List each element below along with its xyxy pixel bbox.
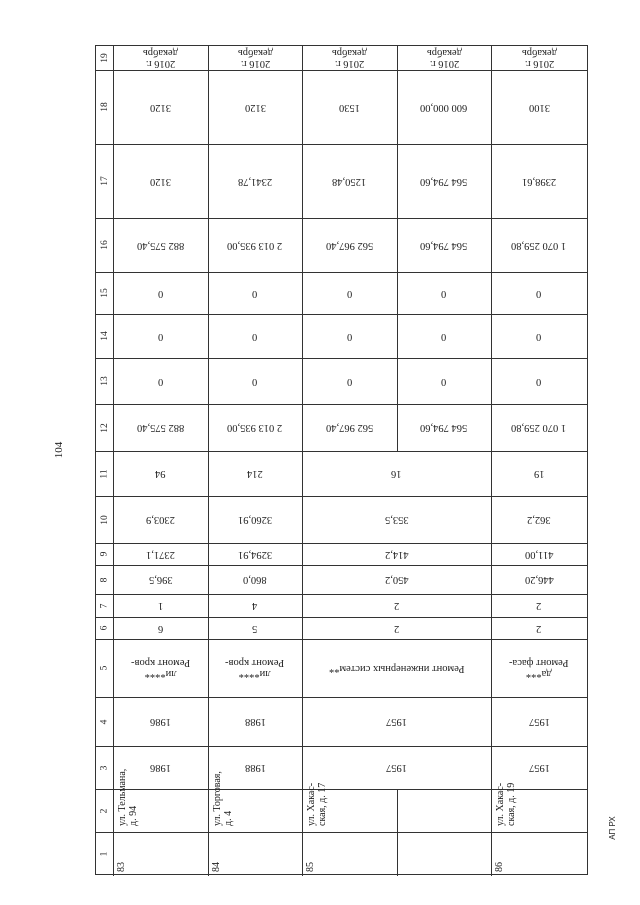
cell-col-7 — [302, 594, 491, 617]
header-col-12 — [96, 404, 113, 451]
cell-col-18 — [113, 70, 208, 144]
cell-text: 1957 — [386, 716, 407, 727]
cell-text: 2 — [536, 600, 542, 611]
cell-text: 5 — [252, 622, 258, 634]
cell-text: 2303,9 — [146, 514, 175, 525]
cell-text: 0 — [252, 287, 258, 299]
cell-col-17 — [491, 144, 587, 218]
cell-col-6 — [491, 617, 587, 639]
cell-col-8 — [208, 565, 302, 594]
cell-col-11 — [113, 451, 208, 496]
cell-col-12 — [208, 404, 302, 451]
cell-col-7 — [491, 594, 587, 617]
header-col-3 — [96, 746, 113, 789]
cell-col-14 — [491, 314, 587, 358]
cell-text: 16 — [99, 240, 110, 250]
header-col-17 — [96, 144, 113, 218]
address: ул. Торговая, д. 4 — [212, 771, 234, 826]
cell-text: декабрь — [521, 47, 557, 58]
cell-text: 564 794,60 — [420, 175, 468, 187]
cell-text: 94 — [155, 468, 166, 479]
cell-col-16 — [397, 218, 491, 272]
cell-text: 17 — [99, 176, 110, 186]
cell-col-13 — [302, 358, 397, 404]
cell-text: декабрь — [426, 47, 462, 58]
header-col-16 — [96, 218, 113, 272]
cell-col-11 — [491, 451, 587, 496]
cell-col-6 — [302, 617, 491, 639]
cell-col-16 — [208, 218, 302, 272]
cell-text: 0 — [157, 287, 164, 299]
cell-col-15 — [302, 272, 397, 314]
cell-text: 11 — [99, 468, 110, 479]
address: ул. Хакас- ская, д. 19 — [495, 782, 517, 826]
cell-text: 564 794,60 — [420, 422, 468, 433]
cell-text: 0 — [252, 330, 258, 342]
deadline — [397, 46, 491, 70]
cell-text: 450,2 — [384, 574, 409, 585]
cell-text: 414,2 — [384, 548, 409, 560]
cell-col-17 — [113, 144, 208, 218]
deadline — [302, 46, 397, 70]
cell-text: 0 — [157, 375, 164, 387]
cell-text: 1986 — [150, 762, 171, 773]
header-col-14 — [96, 314, 113, 358]
cell-text: 1988 — [244, 762, 266, 773]
cell-text: 882 575,40 — [136, 239, 185, 251]
cell-col-4 — [491, 697, 587, 746]
page-number: 104 — [53, 441, 65, 459]
cell-col-11 — [208, 451, 302, 496]
header-col-8 — [96, 565, 113, 594]
cell-col-14 — [113, 314, 208, 358]
cell-text: 1986 — [150, 716, 171, 727]
cell-text: 2 — [99, 808, 110, 813]
cell-text: 0 — [346, 375, 353, 387]
cell-col-9 — [491, 543, 587, 565]
archive-stamp: АП РХ — [608, 816, 617, 840]
cell-text: 1957 — [386, 762, 407, 773]
cell-text: 3294,91 — [237, 548, 273, 560]
cell-col-9 — [302, 543, 491, 565]
cell-col-18 — [302, 70, 397, 144]
cell-col-13 — [113, 358, 208, 404]
cell-text: 1 070 259,80 — [511, 422, 567, 433]
cell-text: декабрь — [237, 47, 273, 58]
data-table — [95, 45, 588, 875]
cell-col-4 — [113, 697, 208, 746]
cell-text: 2016 г. — [429, 58, 459, 69]
cell-text: 0 — [536, 375, 542, 387]
deadline — [491, 46, 587, 70]
cell-col-16 — [302, 218, 397, 272]
header-col-15 — [96, 272, 113, 314]
cell-text: 3260,91 — [237, 514, 273, 525]
cell-text: 16 — [391, 468, 402, 479]
row-number: 86 — [494, 862, 505, 872]
cell-text: 0 — [346, 287, 353, 299]
cell-col-12 — [113, 404, 208, 451]
cell-text: 0 — [157, 330, 164, 342]
cell-text: 0 — [252, 375, 258, 387]
work-type — [491, 639, 587, 697]
cell-text: 18 — [99, 102, 110, 112]
cell-text: 362,2 — [527, 514, 551, 525]
cell-col-7 — [113, 594, 208, 617]
cell-text: ли**** — [239, 668, 271, 679]
header-col-10 — [96, 496, 113, 543]
cell-text: 3120 — [244, 101, 266, 113]
cell-col-8 — [113, 565, 208, 594]
cell-text: 0 — [346, 330, 353, 342]
row-number: 84 — [211, 862, 222, 872]
row-number: 85 — [305, 862, 316, 872]
cell-text: 6 — [99, 625, 110, 631]
cell-text: 10 — [99, 514, 110, 525]
cell-col-17 — [208, 144, 302, 218]
cell-col-14 — [208, 314, 302, 358]
header-col-18 — [96, 70, 113, 144]
cell-text: 2 013 935,00 — [227, 422, 283, 433]
cell-text: Ремонт фаса- — [509, 657, 569, 668]
cell-text: 562 967,40 — [325, 422, 374, 433]
cell-col-14 — [302, 314, 397, 358]
cell-col-17 — [302, 144, 397, 218]
cell-text: 1 — [157, 600, 164, 611]
work-type — [208, 639, 302, 697]
cell-col-7 — [208, 594, 302, 617]
cell-text: 8 — [99, 577, 110, 582]
cell-text: 19 — [99, 53, 110, 63]
cell-text: Ремонт кров- — [130, 657, 191, 668]
cell-text: 4 — [99, 719, 110, 724]
cell-text: 7 — [99, 603, 110, 608]
cell-col-8 — [302, 565, 491, 594]
cell-col-3 — [208, 746, 302, 789]
header-col-6 — [96, 617, 113, 639]
cell-col-3 — [491, 746, 587, 789]
cell-text: 0 — [441, 375, 447, 387]
cell-text: 3 — [99, 765, 110, 770]
cell-col-10 — [491, 496, 587, 543]
work-type — [302, 639, 491, 697]
deadline — [113, 46, 208, 70]
cell-col-15 — [491, 272, 587, 314]
cell-text: да*** — [526, 668, 552, 679]
address: ул. Тельмана, д. 94 — [117, 768, 139, 826]
cell-text: 15 — [99, 288, 110, 298]
header-col-1 — [96, 832, 113, 876]
cell-text: 353,5 — [384, 514, 409, 525]
work-type — [113, 639, 208, 697]
cell-text: 1 — [99, 851, 110, 857]
cell-text: 882 575,40 — [136, 422, 185, 433]
deadline — [208, 46, 302, 70]
cell-text: 0 — [536, 287, 542, 299]
header-col-13 — [96, 358, 113, 404]
cell-text: 2 — [393, 600, 400, 611]
header-col-9 — [96, 543, 113, 565]
cell-col-15 — [113, 272, 208, 314]
cell-text: 1530 — [339, 101, 360, 113]
cell-text: 0 — [441, 287, 447, 299]
cell-text: 12 — [99, 422, 110, 433]
cell-text: 0 — [441, 330, 447, 342]
cell-text: 6 — [157, 622, 164, 634]
cell-text: 1988 — [244, 716, 266, 727]
cell-text: Ремонт инженерных систем** — [328, 662, 465, 674]
cell-text: 2016 г. — [334, 58, 365, 69]
cell-text: 5 — [99, 665, 110, 671]
cell-text: 13 — [99, 376, 110, 386]
cell-col-10 — [208, 496, 302, 543]
header-col-2 — [96, 789, 113, 832]
cell-text: 9 — [99, 551, 110, 557]
cell-col-18 — [397, 70, 491, 144]
cell-text: 1 070 259,80 — [511, 239, 567, 251]
cell-text: 860,0 — [243, 574, 267, 585]
cell-text: 600 000,00 — [420, 101, 468, 113]
cell-text: 446,20 — [524, 574, 554, 585]
cell-text: 411,00 — [524, 548, 554, 560]
cell-col-6 — [208, 617, 302, 639]
cell-col-15 — [397, 272, 491, 314]
header-col-19 — [96, 46, 113, 70]
cell-text: 2016 г. — [524, 58, 554, 69]
cell-col-3 — [302, 746, 491, 789]
cell-col-13 — [208, 358, 302, 404]
cell-col-13 — [491, 358, 587, 404]
cell-text: ли**** — [144, 668, 177, 679]
header-col-5 — [96, 639, 113, 697]
header-col-4 — [96, 697, 113, 746]
cell-text: 2 013 935,00 — [227, 239, 283, 251]
cell-col-12 — [397, 404, 491, 451]
cell-text: Ремонт кров- — [225, 657, 285, 668]
cell-col-4 — [208, 697, 302, 746]
cell-text: 19 — [533, 468, 545, 479]
cell-text: 1957 — [528, 762, 550, 773]
cell-text: декабрь — [143, 47, 178, 58]
cell-text: декабрь — [332, 47, 367, 58]
cell-text: 3120 — [150, 101, 171, 113]
cell-col-16 — [113, 218, 208, 272]
cell-col-18 — [491, 70, 587, 144]
cell-col-9 — [208, 543, 302, 565]
row-number: 83 — [116, 862, 127, 872]
cell-col-16 — [491, 218, 587, 272]
cell-text: 1250,48 — [332, 175, 367, 187]
cell-text: 14 — [99, 331, 110, 341]
cell-text: 2341,78 — [237, 175, 273, 187]
header-col-7 — [96, 594, 113, 617]
cell-text: 4 — [252, 600, 258, 611]
cell-col-14 — [397, 314, 491, 358]
cell-col-12 — [302, 404, 397, 451]
header-col-11 — [96, 451, 113, 496]
cell-col-3 — [113, 746, 208, 789]
cell-text: 2 — [393, 622, 400, 634]
cell-col-11 — [302, 451, 491, 496]
cell-col-17 — [397, 144, 491, 218]
cell-text: 3100 — [528, 101, 550, 113]
cell-col-10 — [302, 496, 491, 543]
cell-col-8 — [491, 565, 587, 594]
cell-text: 214 — [247, 468, 263, 479]
cell-text: 2016 г. — [240, 58, 270, 69]
cell-col-9 — [113, 543, 208, 565]
address: ул. Хакас- ская, д. 17 — [306, 782, 328, 826]
cell-col-12 — [491, 404, 587, 451]
cell-col-6 — [113, 617, 208, 639]
cell-text: 564 794,60 — [420, 239, 468, 251]
cell-col-13 — [397, 358, 491, 404]
cell-text: 0 — [536, 330, 542, 342]
cell-text: 1957 — [528, 716, 550, 727]
cell-text: 2371,1 — [146, 548, 175, 560]
cell-col-4 — [302, 697, 491, 746]
cell-text: 396,5 — [148, 574, 173, 585]
cell-text: 2398,61 — [521, 175, 557, 187]
cell-col-15 — [208, 272, 302, 314]
cell-col-10 — [113, 496, 208, 543]
cell-text: 3120 — [150, 175, 171, 187]
cell-text: 562 967,40 — [325, 239, 374, 251]
cell-col-18 — [208, 70, 302, 144]
cell-text: 2016 г. — [145, 58, 176, 69]
cell-text: 2 — [536, 622, 542, 634]
